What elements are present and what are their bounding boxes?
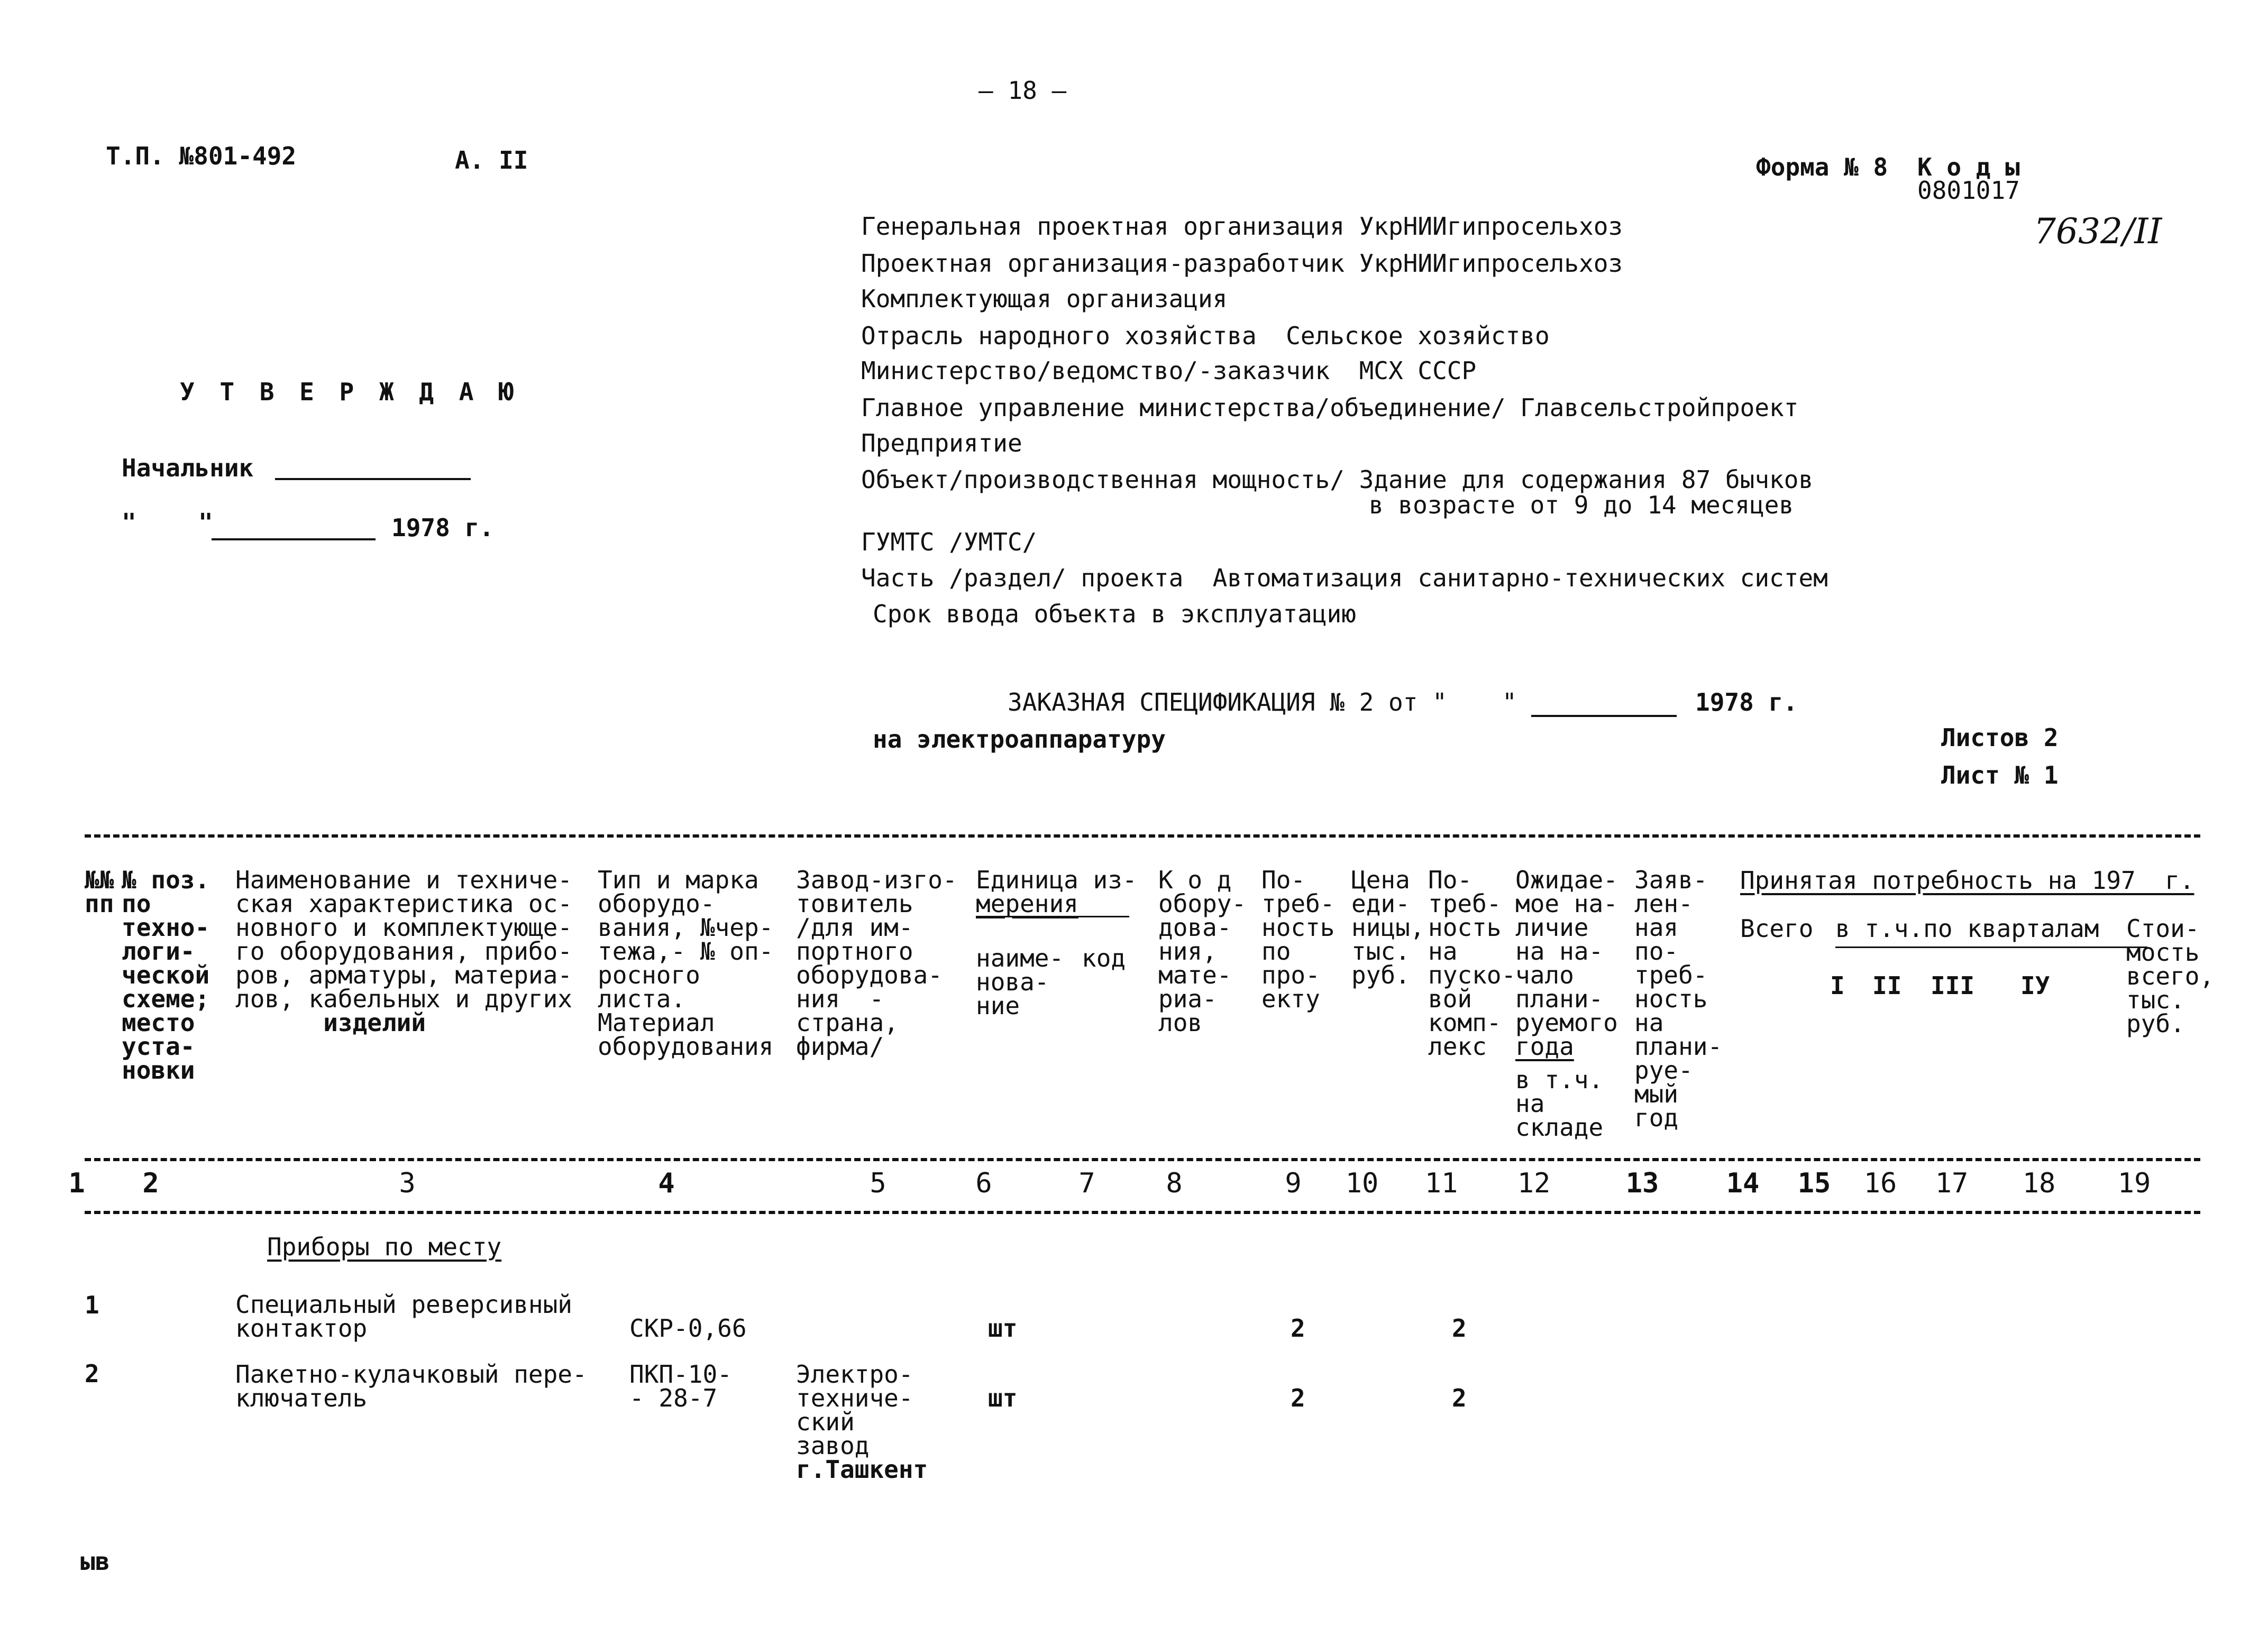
- object-capacity-cont: в возрасте от 9 до 14 месяцев: [1369, 491, 1794, 519]
- item-need-startup: 2: [1452, 1384, 1467, 1412]
- col-number-8: 8: [1166, 1168, 1183, 1199]
- quarter-3: III: [1931, 971, 1975, 1000]
- item-unit: шт: [988, 1384, 1018, 1412]
- commissioning-date: Срок ввода объекта в эксплуатацию: [873, 600, 1356, 628]
- approval-title: У Т В Е Р Ж Д А Ю: [180, 378, 519, 406]
- col-number-3: 3: [399, 1168, 416, 1199]
- col-number-7: 7: [1078, 1168, 1095, 1199]
- header-bottom-rule: [85, 1158, 2200, 1161]
- quarter-4: IУ: [2020, 971, 2050, 1000]
- document-reference: Т.П. №801-492: [106, 142, 297, 170]
- item-name-cont: ключатель: [235, 1384, 368, 1412]
- item-manufacturer-cont: завод: [796, 1431, 870, 1460]
- item-manufacturer: Электро-: [796, 1360, 913, 1389]
- col-number-4: 4: [658, 1168, 675, 1199]
- item-need-project: 2: [1291, 1314, 1305, 1343]
- general-design-org: Генеральная проектная организация УкрНИИгипросельхоз: [861, 212, 1623, 241]
- page-number: – 18 –: [978, 76, 1067, 105]
- chief-signature-line: [275, 478, 471, 480]
- col-number-15: 15: [1797, 1168, 1831, 1199]
- main-directorate: Главное управление министерства/объединение/ Главсельстройпроект: [861, 393, 1799, 422]
- item-manufacturer-cont: г.Ташкент: [796, 1455, 928, 1484]
- spec-title-quote: ": [1502, 688, 1517, 716]
- completing-org: Комплектующая организация: [861, 284, 1228, 313]
- col-number-19: 19: [2117, 1168, 2151, 1199]
- item-name: Пакетно-кулачковый пере-: [235, 1360, 587, 1389]
- col-number-10: 10: [1345, 1168, 1379, 1199]
- item-manufacturer-cont: ский: [796, 1408, 855, 1436]
- spec-date-line: [1531, 715, 1677, 717]
- album-number: А. II: [455, 146, 528, 174]
- date-open-quote: ": [122, 508, 136, 537]
- date-line: [212, 538, 376, 540]
- col-number-14: 14: [1726, 1168, 1760, 1199]
- quarter-1: I: [1830, 971, 1845, 1000]
- approval-year: 1978 г.: [391, 513, 494, 542]
- spec-subtitle: на электроаппаратуру: [873, 725, 1166, 753]
- item-type: СКР-0,66: [629, 1314, 747, 1343]
- object-capacity: Объект/производственная мощность/ Здание для содержания 87 бычков: [861, 465, 1814, 494]
- row-number: 1: [85, 1291, 99, 1319]
- col-number-1: 1: [68, 1168, 85, 1199]
- ministry-customer: Министерство/ведомство/-заказчик МСХ СССР: [861, 356, 1477, 385]
- item-name: Специальный реверсивный: [235, 1290, 572, 1319]
- item-name-cont: контактор: [235, 1314, 368, 1343]
- col-number-11: 11: [1424, 1168, 1458, 1199]
- table-top-rule: [85, 834, 2200, 838]
- row-number: 2: [85, 1359, 99, 1388]
- form-number: Форма № 8: [1756, 153, 1888, 181]
- total-label: Всего: [1740, 914, 1814, 943]
- handwritten-number: 7632/II: [2034, 211, 2162, 252]
- sheet-number: Лист № 1: [1941, 761, 2059, 789]
- quarter-2: II: [1872, 971, 1902, 1000]
- codes-label: К о д ы: [1917, 153, 2020, 181]
- footer-mark: ыв: [80, 1547, 110, 1576]
- accepted-need-title: Принятая потребность на 197 г.: [1740, 866, 2194, 895]
- col-number-18: 18: [2022, 1168, 2056, 1199]
- spec-title: ЗАКАЗНАЯ СПЕЦИФИКАЦИЯ № 2 от ": [1008, 688, 1447, 716]
- col-number-12: 12: [1517, 1168, 1551, 1199]
- col-number-2: 2: [142, 1168, 159, 1199]
- project-part: Часть /раздел/ проекта Автоматизация санитарно-технических систем: [861, 564, 1828, 592]
- item-type-cont: - 28-7: [629, 1384, 718, 1412]
- industry-branch: Отрасль народного хозяйства Сельское хозяйство: [861, 321, 1550, 350]
- item-unit: шт: [988, 1314, 1018, 1343]
- quarters-label: в т.ч.по кварталам: [1835, 914, 2099, 943]
- col-number-6: 6: [975, 1168, 992, 1199]
- enterprise: Предприятие: [861, 429, 1022, 457]
- design-org-developer: Проектная организация-разработчик УкрНИИгипросельхоз: [861, 249, 1623, 278]
- chief-label: Начальник: [122, 454, 254, 482]
- col-number-9: 9: [1285, 1168, 1302, 1199]
- section-title: Приборы по месту: [267, 1233, 502, 1261]
- date-mid-quote: ": [198, 508, 213, 537]
- item-manufacturer-cont: техниче-: [796, 1384, 913, 1412]
- col-number-5: 5: [870, 1168, 886, 1199]
- quarters-underline: [1835, 946, 2147, 948]
- column-numbers-bottom-rule: [85, 1211, 2200, 1214]
- okud-code: 0801017: [1917, 176, 2020, 205]
- spec-year: 1978 г.: [1695, 688, 1798, 716]
- gumts: ГУМТС /УМТС/: [861, 528, 1037, 556]
- item-type: ПКП-10-: [629, 1360, 732, 1389]
- item-need-startup: 2: [1452, 1314, 1467, 1343]
- col-number-17: 17: [1935, 1168, 1969, 1199]
- col-number-16: 16: [1863, 1168, 1897, 1199]
- sheets-total: Листов 2: [1941, 723, 2059, 752]
- col-number-13: 13: [1625, 1168, 1659, 1199]
- item-need-project: 2: [1291, 1384, 1305, 1412]
